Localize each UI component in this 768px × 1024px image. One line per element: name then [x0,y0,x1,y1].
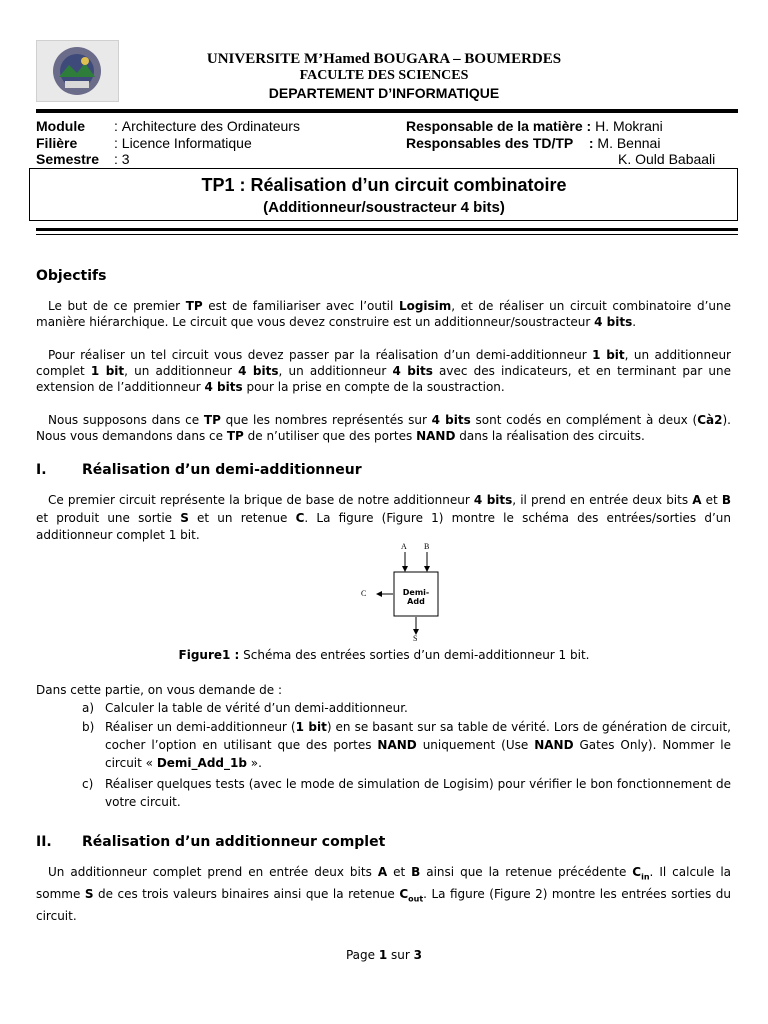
title-rule-thick [36,228,738,231]
section-1-heading: Réalisation d’un demi-additionneur [82,462,362,478]
semestre-value: 3 [121,151,130,167]
module-value: Architecture des Ordinateurs [121,118,300,134]
section-2-heading: Réalisation d’un additionneur complet [82,834,386,850]
resp-td-value-1: M. Bennai [597,134,661,151]
page-number: Page 1 sur 3 [345,948,422,962]
objectifs-heading: Objectifs [36,268,107,284]
semestre-label: Semestre [36,151,100,167]
resp-matiere-label: Responsable de la matière [406,118,583,134]
tp-subtitle: (Additionneur/soustracteur 4 bits) [263,199,505,216]
section-1-paragraph: Ce premier circuit représente la brique de base de notre additionneur 4 bits, il prend en entrée deux bits A et B et produit une sortie S et un retenue C. La figure (Figure 1) montre le schéma des entrées/sorties d’un additionneur complet 1 bit. [36,493,732,542]
resp-td-value-2: K. Ould Babaali [618,151,716,167]
figure-box-label: Demi-Add [402,588,430,606]
department-name: DEPARTEMENT D’INFORMATIQUE [268,85,500,101]
resp-matiere-value: H. Mokrani [595,118,663,134]
section-1-intro: Dans cette partie, on vous demande de : [36,683,283,697]
university-name: UNIVERSITE M’Hamed BOUGARA – BOUMERDES [206,51,562,67]
filiere-label: Filière [36,134,78,151]
section-2-number: II. [36,834,52,850]
section-1-number: I. [36,462,47,478]
tp-title: TP1 : Réalisation d’un circuit combinatoire [201,175,567,195]
figure-1-caption: Figure1 : Schéma des entrées sorties d’un demi-additionneur 1 bit. [178,648,590,662]
objectifs-paragraph-1: Le but de ce premier TP est de familiariser avec l’outil Logisim, et de réaliser un circuit combinatoire d’une manière hiérarchique. Le circuit que vous devez construire est un additionneur/soustracteur 4 bits. [36,299,731,329]
figure-input-b: B [424,542,430,551]
figure-output-c: C [361,589,367,598]
figure-1-diagram [355,540,455,646]
figure-output-s: S [413,634,418,643]
faculty-name: FACULTE DES SCIENCES [299,68,469,83]
header-rule [36,109,738,113]
objectifs-paragraph-2: Pour réaliser un tel circuit vous devez passer par la réalisation d’un demi-additionneur 1 bit, un additionneur complet 1 bit, un additionneur 4 bits, un additionneur 4 bits avec des indicateurs, et en terminant par une extension de l’additionneur 4 bits pour la prise en compte de la soustraction. [36,348,732,394]
objectifs-paragraph-3: Nous supposons dans ce TP que les nombres représentés sur 4 bits sont codés en complément à deux (Cà2). Nous vous demandons dans ce TP de n’utiliser que des portes NAND dans la réalisation des circuits. [36,413,731,443]
title-rule-thin [36,234,738,235]
figure-input-a: A [401,542,407,551]
module-label: Module [36,118,85,134]
section-2-paragraph: Un additionneur complet prend en entrée deux bits A et B ainsi que la retenue précédente $C_{in}$. Il calcule la somme S de ces trois valeurs binaires ainsi que la retenue $C_{out}$. La figure (Figure 2) montre les entrées sorties du circuit. [36,865,732,923]
resp-td-label: Responsables des TD/TP [406,134,574,151]
filiere-value: Licence Informatique [121,134,252,151]
